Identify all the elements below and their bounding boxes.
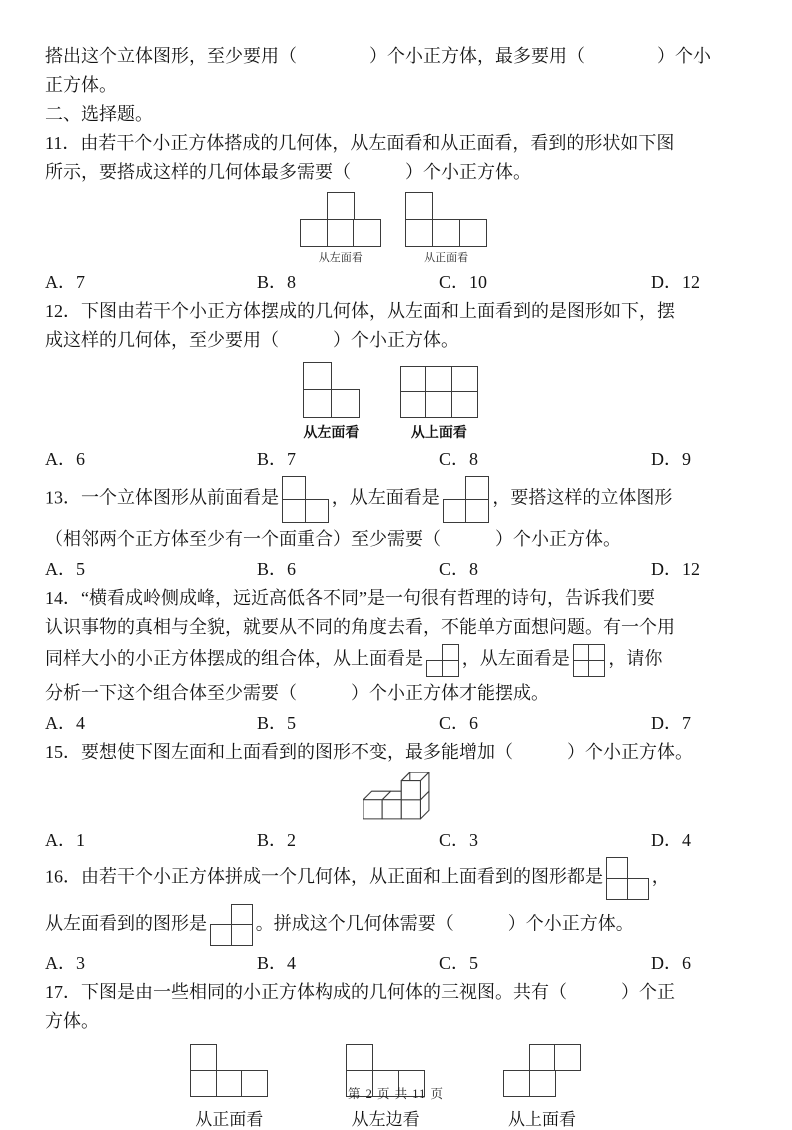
q15-option-b: B．2 [257, 829, 297, 850]
q12-top-view-shape [400, 366, 478, 419]
q12-options [45, 444, 747, 474]
q16-option-d: D．6 [651, 953, 691, 974]
q13-text-1: 13．一个立体图形从前面看是 [45, 487, 279, 508]
q13-text-2: ，从左面看是 [331, 487, 440, 508]
q11-line-2: 所示，要搭成这样的几何体最多需要（ ）个小正方体。 [45, 162, 531, 182]
q17-line-2: 方体。 [45, 1011, 99, 1032]
q11-left-view-label: 从左面看 [318, 251, 363, 264]
q17-front-view-label: 从正面看 [195, 1109, 264, 1129]
q15-isometric-cubes-figure [363, 772, 430, 820]
q17-left-view-label: 从左边看 [351, 1109, 420, 1129]
q14-options [45, 708, 747, 738]
q15-option-d: D．4 [651, 829, 691, 850]
q13-front-view-shape [282, 476, 329, 523]
q11-front-view-label: 从正面看 [424, 251, 469, 264]
q16-line-1 [45, 855, 747, 902]
q16-options [45, 948, 747, 978]
q11-options [45, 267, 747, 297]
q11-front-view-shape [405, 192, 486, 247]
q11-line-1: 11．由若干个小正方体搭成的几何体，从左面看和从正面看，看到的形状如下图 [45, 133, 675, 153]
q12-option-d: D．9 [651, 449, 691, 470]
q14-line-2: 认识事物的真相与全貌，就要从不同的角度去看，不能单方面想问题。有一个用 [45, 617, 675, 638]
q15-options [45, 825, 747, 855]
q17-top-view-label: 从上面看 [508, 1109, 577, 1129]
q11-front-view-figure [405, 192, 486, 265]
q11-left-view-figure [300, 192, 381, 265]
q17-line-1: 17．下图是由一些相同的小正方体构成的几何体的三视图。共有（ ）个正 [45, 982, 675, 1003]
q14-line-4: 分析一下这个组合体至少需要（ ）个小正方体才能摆成。 [45, 682, 549, 703]
q16-left-view-shape [210, 904, 253, 947]
q13-options [45, 554, 747, 584]
q16-text-2: ， [651, 866, 670, 887]
q14-option-d: D．7 [651, 712, 691, 733]
q11-figures [300, 192, 747, 265]
q16-option-a: A．3 [45, 953, 85, 974]
section-title: 二、选择题。 [45, 104, 153, 124]
q13-option-a: A．5 [45, 559, 85, 580]
q16-option-c: C．5 [439, 953, 479, 974]
q12-top-view-label: 从上面看 [410, 426, 467, 442]
q14-left-view-shape [573, 644, 606, 677]
q16-text-3: 从左面看到的图形是 [45, 913, 207, 933]
q16-text-1: 16．由若干个小正方体拼成一个几何体，从正面和上面看到的图形都是 [45, 866, 603, 887]
q15-option-c: C．3 [439, 829, 479, 850]
q16-front-top-view-shape [606, 857, 649, 900]
q13-text-3: ，要搭这样的立体图形 [492, 487, 673, 508]
q14-line-1: 14．“横看成岭侧成峰，远近高低各不同”是一句很有哲理的诗句，告诉我们要 [45, 588, 655, 609]
q11-option-c: C．10 [439, 271, 488, 292]
q16-option-b: B．4 [257, 953, 297, 974]
q15-figure-wrap [363, 772, 747, 822]
q11-left-view-shape [300, 192, 381, 247]
q16-text-4: 。拼成这个几何体需要（ ）个小正方体。 [255, 913, 634, 933]
q13-option-b: B．6 [257, 559, 297, 580]
q13-left-view-shape [443, 476, 490, 523]
q14-option-a: A．4 [45, 712, 85, 733]
q14-text-2: ，从左面看是 [461, 648, 570, 669]
q12-left-view-label: 从左面看 [303, 426, 360, 442]
q12-top-view-figure [400, 366, 478, 443]
q12-figures [303, 362, 747, 443]
q14-option-b: B．5 [257, 712, 297, 733]
q12-line-2: 成这样的几何体，至少要用（ ）个小正方体。 [45, 329, 459, 350]
q12-option-c: C．8 [439, 449, 479, 470]
q14-text-1: 同样大小的小正方体摆成的组合体，从上面看是 [45, 648, 423, 669]
q15-option-a: A．1 [45, 829, 85, 850]
intro-line-2: 正方体。 [45, 75, 117, 95]
q11-option-d: D．12 [651, 271, 700, 292]
intro-line-1: 搭出这个立体图形，至少要用（ ）个小正方体，最多要用（ ）个小 [45, 46, 711, 66]
q13-line-2: （相邻两个正方体至少有一个面重合）至少需要（ ）个小正方体。 [45, 529, 621, 550]
q12-left-view-shape [303, 362, 360, 419]
q14-line-3 [45, 642, 747, 679]
q13-line-1 [45, 474, 747, 525]
q14-option-c: C．6 [439, 712, 479, 733]
q11-option-b: B．8 [257, 271, 297, 292]
q14-top-view-shape [426, 644, 459, 677]
q11-option-a: A．7 [45, 271, 85, 292]
q15-line-1: 15．要想使下图左面和上面看到的图形不变，最多能增加（ ）个小正方体。 [45, 741, 693, 762]
q13-option-c: C．8 [439, 559, 479, 580]
q12-left-view-figure [303, 362, 360, 443]
q12-option-b: B．7 [257, 449, 297, 470]
q16-line-2 [45, 902, 747, 949]
page-number: 第 2 页 共 11 页 [348, 1087, 444, 1101]
q13-option-d: D．12 [651, 559, 700, 580]
q14-text-3: ，请你 [608, 648, 663, 669]
q12-line-1: 12．下图由若干个小正方体摆成的几何体，从左面和上面看到的是图形如下，摆 [45, 300, 675, 321]
q12-option-a: A．6 [45, 449, 85, 470]
